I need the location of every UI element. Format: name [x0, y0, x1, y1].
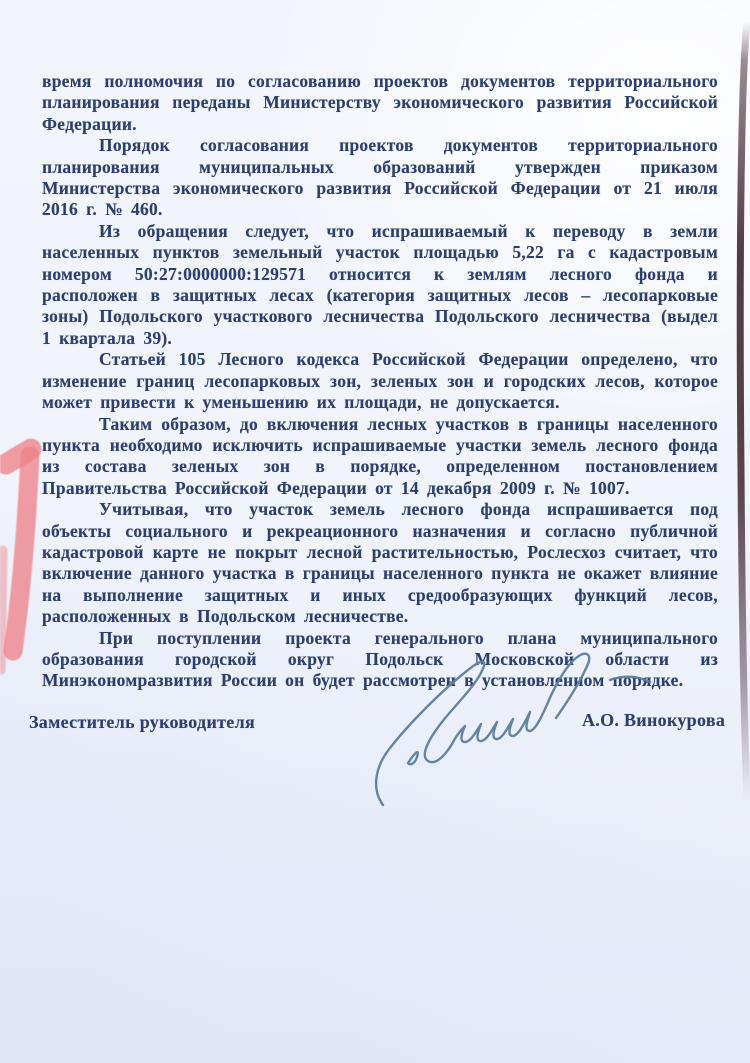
letter-paragraph: Порядок согласования проектов документов территориального планирования муниципальных образований утвержден приказом Министерства экономического развития Российской Федерации от 21 июля 2016 г. № 460.: [42, 135, 718, 220]
letter-paragraph: При поступлении проекта генерального плана муниципального образования городской округ Подольск Московской области из Минэкономразвития России он будет рассмотрен в установленном порядке.: [42, 627, 718, 691]
page-edge-shadow-icon: [736, 0, 750, 820]
letter-paragraph: Из обращения следует, что испрашиваемый к переводу в земли населенных пунктов земельный участок площадью 5,22 га с кадастровым номером 50:27:0000000:129571 относится к землям лесного фонда и расположен в защитных лесах (категория защитных лесов – лесопарковые зоны) Подольского участкового лесничества Подольского лесничества (выдел 1 квартала 39).: [42, 220, 718, 348]
letter-paragraph: Таким образом, до включения лесных участков в границы населенного пункта необходимо исключить испрашиваемые участки земель лесного фонда из состава зеленых зон в порядке, определенном постановлением Правительства Российской Федерации от 14 декабря 2009 г. № 1007.: [42, 413, 718, 498]
letter-paragraph: Статьей 105 Лесного кодекса Российской Федерации определено, что изменение границ лесопарковых зон, зеленых зон и городских лесов, которое может привести к уменьшению их площади, не допускается.: [42, 349, 718, 413]
signer-name: А.О. Винокурова: [582, 710, 726, 730]
letter-body: [42, 71, 718, 692]
letter-paragraph: время полномочия по согласованию проектов документов территориального планирования переданы Министерству экономического развития Российской Федерации.: [42, 71, 718, 134]
letter-paragraph: Учитывая, что участок земель лесного фонда испрашивается под объекты социального и рекреационного назначения и согласно публичной кадастровой карте не покрыт лесной растительностью, Рослесхоз считает, что включение данного участка в границы населенного пункта не окажет влияние на выполнение защитных и иных средообразующих функций лесов, расположенных в Подольском лесничестве.: [42, 499, 718, 627]
signer-position-title: Заместитель руководителя: [29, 712, 256, 732]
